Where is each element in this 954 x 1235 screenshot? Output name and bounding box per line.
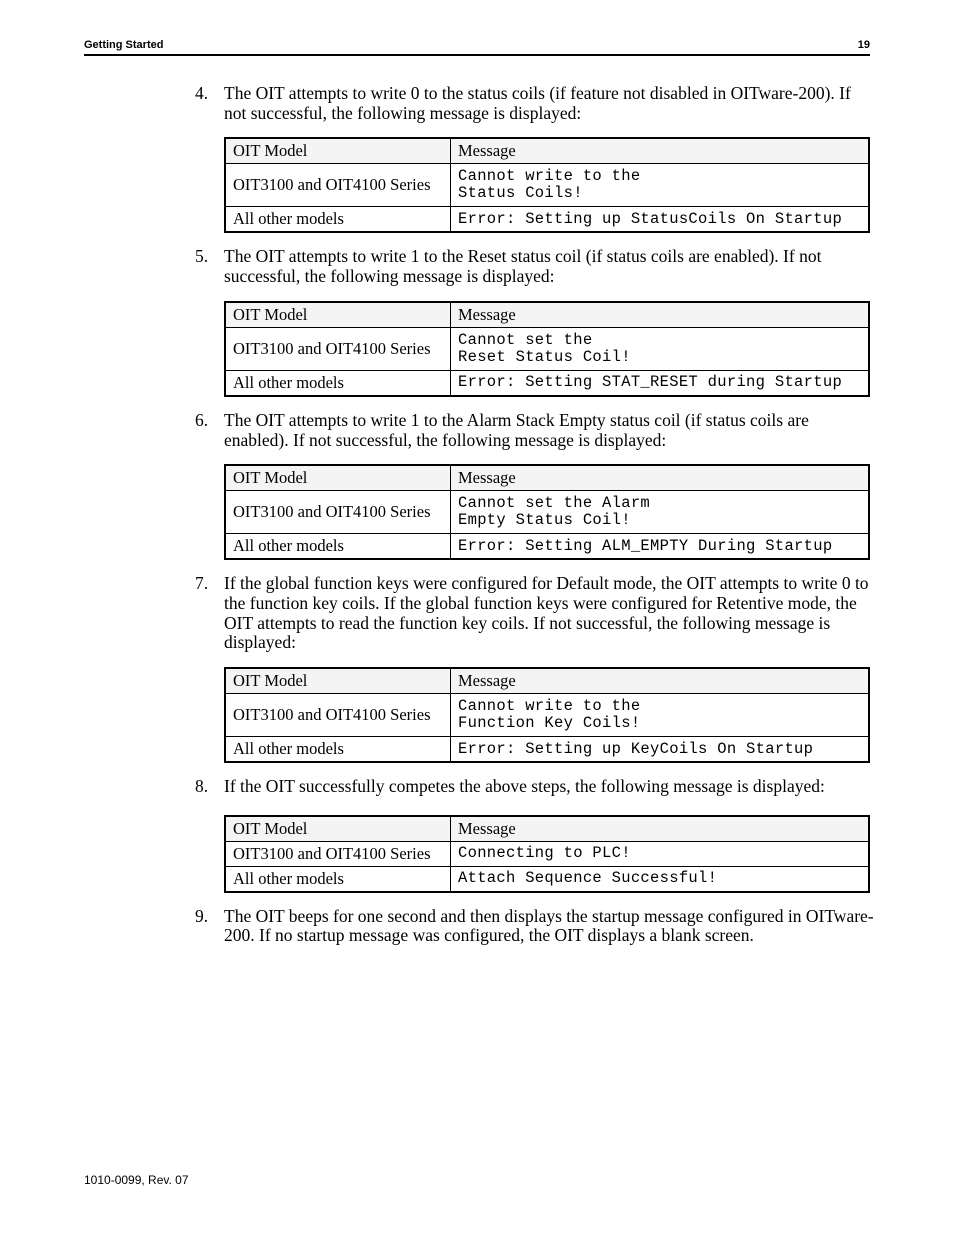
table-header-row	[225, 668, 869, 694]
model-cell: All other models	[225, 370, 451, 396]
table-row	[225, 327, 869, 370]
model-cell: All other models	[225, 207, 451, 233]
step-number: 4.	[195, 83, 209, 103]
model-cell: OIT3100 and OIT4100 Series	[225, 327, 451, 370]
message-cell: Error: Setting ALM_EMPTY During Startup	[451, 534, 870, 560]
header-message: Message	[451, 816, 870, 842]
step-text: The OIT beeps for one second and then displays the startup message configured in OITware-200. If no startup message was configured, the OIT displays a blank screen.	[224, 905, 874, 946]
step-number: 7.	[195, 573, 209, 594]
model-cell: OIT3100 and OIT4100 Series	[225, 164, 451, 207]
step-text: If the OIT successfully competes the above steps, the following message is displayed:	[224, 776, 825, 797]
message-cell: Error: Setting up StatusCoils On Startup	[451, 207, 870, 233]
message-cell: Cannot set the Reset Status Coil!	[451, 327, 870, 370]
step-text: The OIT attempts to write 1 to the Alarm Stack Empty status coil (if status coils are enabled). If not successful, the following message is displayed:	[224, 409, 809, 450]
table-header-row	[225, 302, 869, 328]
model-cell: OIT3100 and OIT4100 Series	[225, 694, 451, 737]
step-number: 8.	[195, 776, 209, 797]
header-model: OIT Model	[225, 138, 451, 164]
table-header-row	[225, 465, 869, 491]
model-cell: OIT3100 and OIT4100 Series	[225, 841, 451, 866]
header-message: Message	[451, 302, 870, 328]
message-table-step-7	[224, 667, 870, 763]
model-cell: All other models	[225, 737, 451, 763]
message-cell: Error: Setting STAT_RESET during Startup	[451, 370, 870, 396]
header-model: OIT Model	[225, 302, 451, 328]
step-text: If the global function keys were configured for Default mode, the OIT attempts to write 0 to the function key coils. If the global function keys were configured for Retentive mode, the OIT attempts to read the function key coils. If not successful, the following message is displayed:	[224, 573, 869, 653]
table-header-row	[225, 816, 869, 842]
table-header-row	[225, 138, 869, 164]
model-cell: All other models	[225, 866, 451, 892]
section-title: Getting Started	[84, 39, 164, 51]
header-message: Message	[451, 138, 870, 164]
message-cell: Cannot set the Alarm Empty Status Coil!	[451, 491, 870, 534]
message-table-step-6	[224, 464, 870, 560]
table-row	[225, 207, 869, 233]
model-cell: OIT3100 and OIT4100 Series	[225, 491, 451, 534]
table-row	[225, 370, 869, 396]
step-text: The OIT attempts to write 1 to the Reset status coil (if status coils are enabled). If not successful, the following message is displayed:	[224, 246, 822, 287]
table-row	[225, 491, 869, 534]
step-number: 9.	[195, 905, 209, 926]
table-row	[225, 694, 869, 737]
step-7	[195, 574, 875, 653]
model-cell: All other models	[225, 534, 451, 560]
table-row	[225, 737, 869, 763]
page-content	[195, 84, 875, 946]
message-cell: Cannot write to the Function Key Coils!	[451, 694, 870, 737]
step-number: 5.	[195, 246, 209, 267]
step-5	[195, 247, 875, 286]
page-footer: 1010-0099, Rev. 07	[84, 1173, 189, 1187]
message-cell: Cannot write to the Status Coils!	[451, 164, 870, 207]
header-model: OIT Model	[225, 668, 451, 694]
table-row	[225, 841, 869, 866]
header-message: Message	[451, 668, 870, 694]
table-row	[225, 164, 869, 207]
message-cell: Attach Sequence Successful!	[451, 866, 870, 892]
page-number: 19	[857, 39, 870, 51]
message-cell: Connecting to PLC!	[451, 841, 870, 866]
message-table-step-4	[224, 137, 870, 233]
header-message: Message	[451, 465, 870, 491]
step-8	[195, 777, 875, 797]
step-4	[195, 84, 875, 123]
step-text: The OIT attempts to write 0 to the status coils (if feature not disabled in OITware-200). If not successful, the following message is displayed:	[224, 83, 851, 123]
step-9	[195, 907, 875, 946]
header-model: OIT Model	[225, 816, 451, 842]
page-header	[84, 38, 870, 56]
step-number: 6.	[195, 409, 209, 430]
table-row	[225, 534, 869, 560]
step-6	[195, 411, 875, 450]
message-table-step-8	[224, 815, 870, 893]
table-row	[225, 866, 869, 892]
header-model: OIT Model	[225, 465, 451, 491]
message-table-step-5	[224, 301, 870, 397]
message-cell: Error: Setting up KeyCoils On Startup	[451, 737, 870, 763]
